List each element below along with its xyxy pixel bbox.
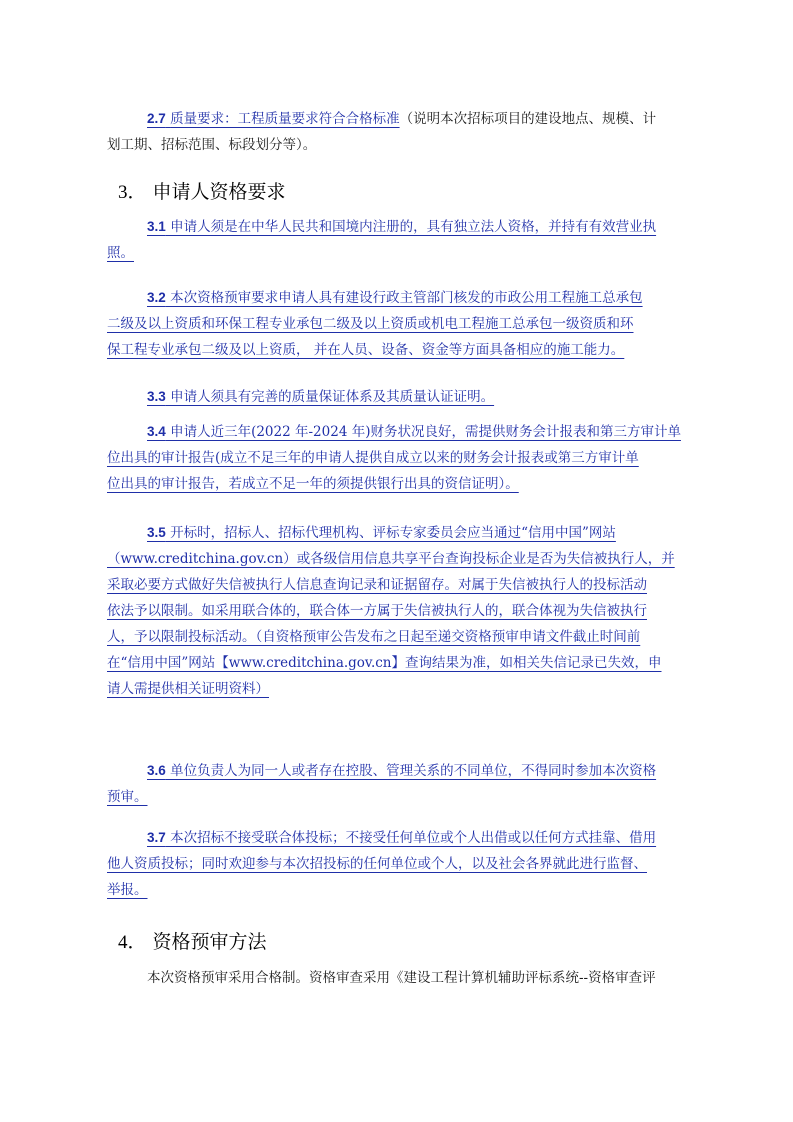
item-line: 申请人须具有完善的质量保证体系及其质量认证证明。 [165,389,495,405]
section-4-text [107,965,675,991]
section-2-7-note: （说明本次招标项目的建设地点、规模、计 [399,111,657,127]
item-line: 举报。 [107,882,148,898]
item-line: 采取必要方式做好失信被执行人信息查询记录和证据留存。对属于失信被执行人的投标活动 [107,577,647,593]
item-3-4[interactable] [107,419,681,497]
item-number: 3.2 [147,290,166,305]
item-line: 位出具的审计报告，若成立不足一年的须提供银行出具的资信证明）。 [107,476,519,492]
item-line: 本次招标不接受联合体投标；不接受任何单位或个人出借或以任何方式挂靠、借用 [165,830,657,846]
heading-title: 资格预审方法 [152,931,267,953]
item-line: 单位负责人为同一人或者存在控股、管理关系的不同单位，不得同时参加本次资格 [165,763,657,779]
item-line: （www.creditchina.gov.cn）或各级信用信息共享平台查询投标企业是否为失信被执行人，并 [107,551,675,567]
item-line: 本次资格预审要求申请人具有建设行政主管部门核发的市政公用工程施工总承包 [165,290,643,306]
item-3-7[interactable] [107,825,675,903]
item-number: 3.7 [147,830,166,845]
section-2-7 [107,106,675,158]
item-line: 依法予以限制。如采用联合体的，联合体一方属于失信被执行人的，联合体视为失信被执行 [107,603,647,619]
heading-number: 4． [118,932,147,953]
item-line: 在“信用中国”网站【www.creditchina.gov.cn】查询结果为准，如相关失信记录已失效，申 [107,655,662,671]
quality-requirement-text: 质量要求：工程质量要求符合合格标准 [170,111,400,127]
item-line: 位出具的审计报告(成立不足三年的申请人提供自成立以来的财务会计报表或第三方审计单 [107,450,639,466]
item-line: 开标时，招标人、招标代理机构、评标专家委员会应当通过“信用中国”网站 [165,525,616,541]
heading-3 [118,178,286,207]
item-line: 人，予以限制投标活动。（自资格预审公告发布之日起至递交资格预审申请文件截止时间前 [107,629,641,645]
item-number: 3.4 [147,424,166,439]
heading-4 [118,928,267,957]
item-line: 他人资质投标；同时欢迎参与本次招投标的任何单位或个人，以及社会各界就此进行监督、 [107,856,647,872]
item-number: 3.3 [147,389,166,404]
item-3-3[interactable] [107,384,675,410]
heading-number: 3． [118,182,147,203]
item-line: 本次资格预审采用合格制。资格审查采用《建设工程计算机辅助评标系统--资格审查评 [147,970,656,986]
item-number: 3.6 [147,763,166,778]
item-line: 请人需提供相关证明资料） [107,681,269,697]
item-3-5[interactable] [107,520,675,702]
item-line: 申请人近三年(2022 年-2024 年)财务状况良好，需提供财务会计报表和第三方审计单 [165,424,681,440]
item-line: 申请人须是在中华人民共和国境内注册的，具有独立法人资格，并持有有效营业执 [165,219,657,235]
quality-requirement-link[interactable] [147,111,400,127]
item-line: 预审。 [107,789,148,805]
heading-title: 申请人资格要求 [152,181,286,203]
item-3-6[interactable] [107,758,675,810]
item-number: 2.7 [147,111,166,126]
item-line: 二级及以上资质和环保工程专业承包二级及以上资质或机电工程施工总承包一级资质和环 [107,316,634,332]
section-2-7-line2: 划工期、招标范围、标段划分等）。 [107,137,317,153]
item-number: 3.1 [147,219,166,234]
item-3-1[interactable] [107,214,675,266]
item-3-2[interactable] [107,285,675,363]
item-number: 3.5 [147,525,166,540]
item-line: 照。 [107,245,134,261]
item-line: 保工程专业承包二级及以上资质， 并在人员、设备、资金等方面具备相应的施工能力。 [107,342,625,358]
